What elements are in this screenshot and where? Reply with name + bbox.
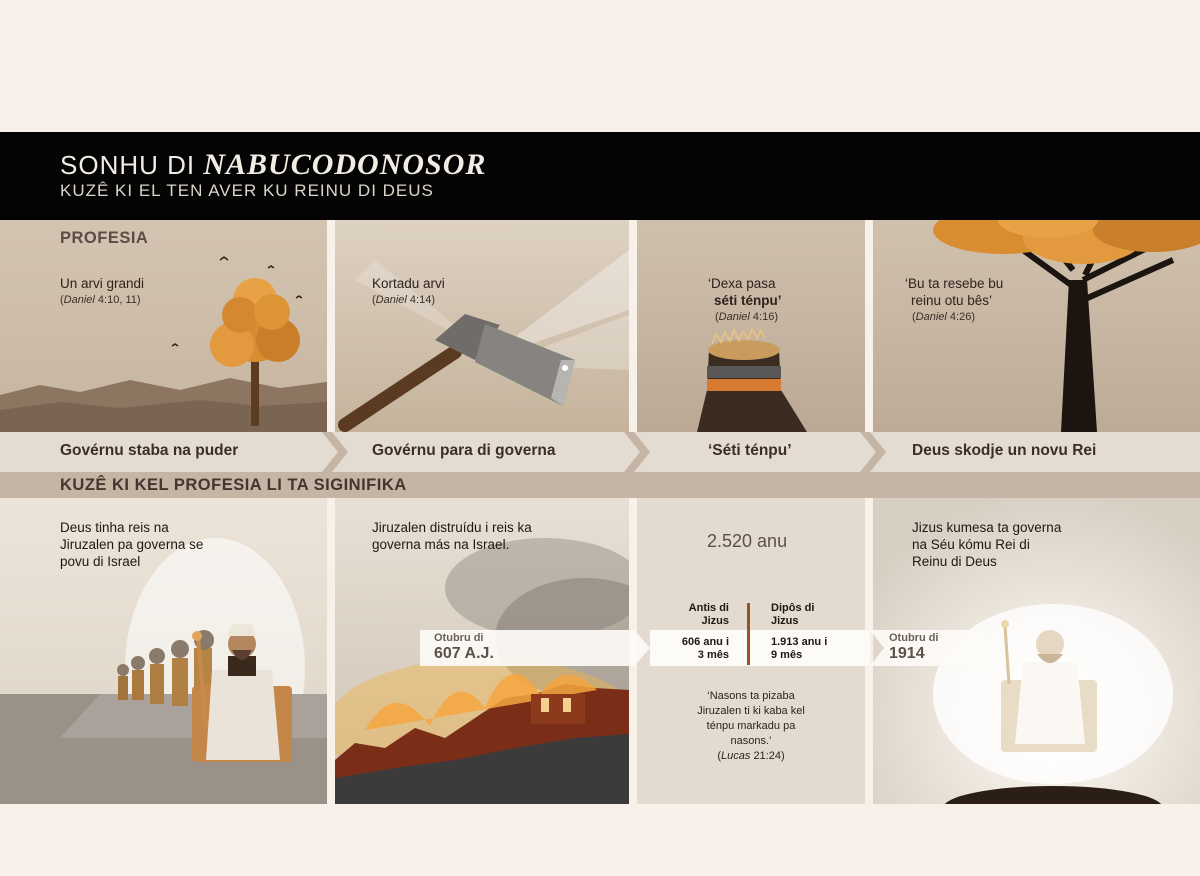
timeline-start-label: Otubru di <box>434 632 484 644</box>
meaning-2-line-1: Jiruzalen distruídu i reis ka <box>372 520 532 535</box>
timeline-start-date: 607 A.J. <box>434 645 494 662</box>
prophecy-2-ref-num: 4:14 <box>409 294 432 306</box>
prophecy-3-text <box>708 275 782 326</box>
meaning-4-line-1: Jizus kumesa ta governa <box>912 520 1062 535</box>
before-jesus-years <box>669 636 729 662</box>
before-jesus-years-1: 606 anu i <box>681 636 729 648</box>
timeline-divider <box>747 603 750 665</box>
prophecy-2-label: Kortadu arvi <box>372 276 445 291</box>
prophecy-3-ref-num: 4:16 <box>752 311 775 323</box>
prophecy-4-ref-num: 4:26 <box>949 311 972 323</box>
prophecy-1-label: Un arvi grandi <box>60 276 145 291</box>
meaning-4-text <box>912 519 1061 570</box>
meaning-1-line-3: povu di Israel <box>60 554 141 569</box>
page-subtitle: KUZÊ KI EL TEN AVER KU REINU DI DEUS <box>60 181 434 200</box>
prophecy-3-ref: (Daniel 4:16) <box>715 311 779 323</box>
stage-label-1: Govérnu staba na puder <box>60 442 239 459</box>
meaning-2-line-2: governa más na Israel. <box>372 537 510 552</box>
chevron-right-icon <box>624 432 650 472</box>
after-jesus-label <box>771 602 814 628</box>
title-plain: SONHU DI <box>60 150 196 180</box>
prophecy-panel-regrown-tree <box>873 220 1200 432</box>
regrown-tree-illustration <box>873 220 1200 432</box>
prophecy-2-text <box>372 275 445 309</box>
before-jesus-label <box>685 602 729 628</box>
title-italic: NABUCODONOSOR <box>203 148 487 181</box>
before-jesus-line-2: Jizus <box>701 615 729 627</box>
years-total: 2.520 anu <box>707 531 788 551</box>
before-jesus-years-2: 3 mês <box>697 649 729 661</box>
page-title <box>60 148 486 182</box>
quote-ref-book: Lucas <box>721 750 751 762</box>
meaning-4-line-3: Reinu di Deus <box>912 554 997 569</box>
prophecy-1-ref: (Daniel 4:10, 11) <box>60 294 141 306</box>
section-prophecy-heading: PROFESIA <box>60 229 149 247</box>
tree-illustration <box>0 220 327 432</box>
prophecy-1-text <box>60 275 144 309</box>
prophecy-2-ref-book: Daniel <box>375 294 407 306</box>
stage-label-4: Deus skodje un novu Rei <box>912 442 1097 459</box>
section-meaning-heading: KUZÊ KI KEL PROFESIA LI TA SIGINIFIKA <box>60 476 407 494</box>
prophecy-panel-tree <box>0 220 327 432</box>
meaning-1-line-1: Deus tinha reis na <box>60 520 169 535</box>
prophecy-panel-axe <box>335 220 629 432</box>
after-jesus-line-1: Dipôs di <box>771 602 815 614</box>
prophecy-3-ref-book: Daniel <box>718 311 750 323</box>
after-jesus-line-2: Jizus <box>771 615 799 627</box>
quote-line-4: nasons.’ <box>730 735 772 747</box>
quote-ref-num: 21:24 <box>753 750 781 762</box>
before-jesus-line-1: Antis di <box>688 602 729 614</box>
luke-quote <box>651 689 851 764</box>
prophecy-3-line1: ‘Dexa pasa <box>708 276 776 291</box>
prophecy-4-line1: ‘Bu ta resebe bu <box>905 276 1004 291</box>
quote-line-2: Jiruzalen ti ki kaba kel <box>697 705 805 717</box>
timeline-end-date: 1914 <box>889 645 925 662</box>
prophecy-1-ref-book: Daniel <box>63 294 95 306</box>
after-jesus-years-1: 1.913 anu i <box>771 636 828 648</box>
prophecy-4-text <box>905 275 1003 326</box>
stage-label-2: Govérnu para di governa <box>372 442 556 459</box>
chevron-right-icon <box>322 432 348 472</box>
meaning-4-line-2: na Séu kómu Rei di <box>912 537 1030 552</box>
axe-illustration <box>335 220 629 432</box>
prophecy-4-ref-book: Daniel <box>915 311 947 323</box>
quote-line-3: ténpu markadu pa <box>706 720 796 732</box>
quote-line-1: ‘Nasons ta pizaba <box>707 690 795 702</box>
prophecy-2-ref: (Daniel 4:14) <box>372 294 436 306</box>
meaning-2-text <box>372 519 532 553</box>
stump-illustration <box>637 220 865 432</box>
prophecy-3-line2: séti ténpu’ <box>714 293 782 308</box>
after-jesus-years-2: 9 mês <box>771 649 803 661</box>
prophecy-1-ref-num: 4:10, 11 <box>97 294 137 306</box>
quote-ref: (Lucas 21:24) <box>717 750 785 762</box>
meaning-1-text <box>60 519 203 570</box>
meaning-1-line-2: Jiruzalen pa governa se <box>60 537 204 552</box>
stage-label-3: ‘Séti ténpu’ <box>708 442 792 459</box>
after-jesus-years <box>771 636 827 662</box>
chevron-right-icon <box>860 432 886 472</box>
timeline-end-label: Otubru di <box>889 632 939 644</box>
prophecy-4-ref: (Daniel 4:26) <box>912 311 976 323</box>
prophecy-panel-stump <box>637 220 865 432</box>
prophecy-4-line2: reinu otu bês’ <box>911 293 993 308</box>
